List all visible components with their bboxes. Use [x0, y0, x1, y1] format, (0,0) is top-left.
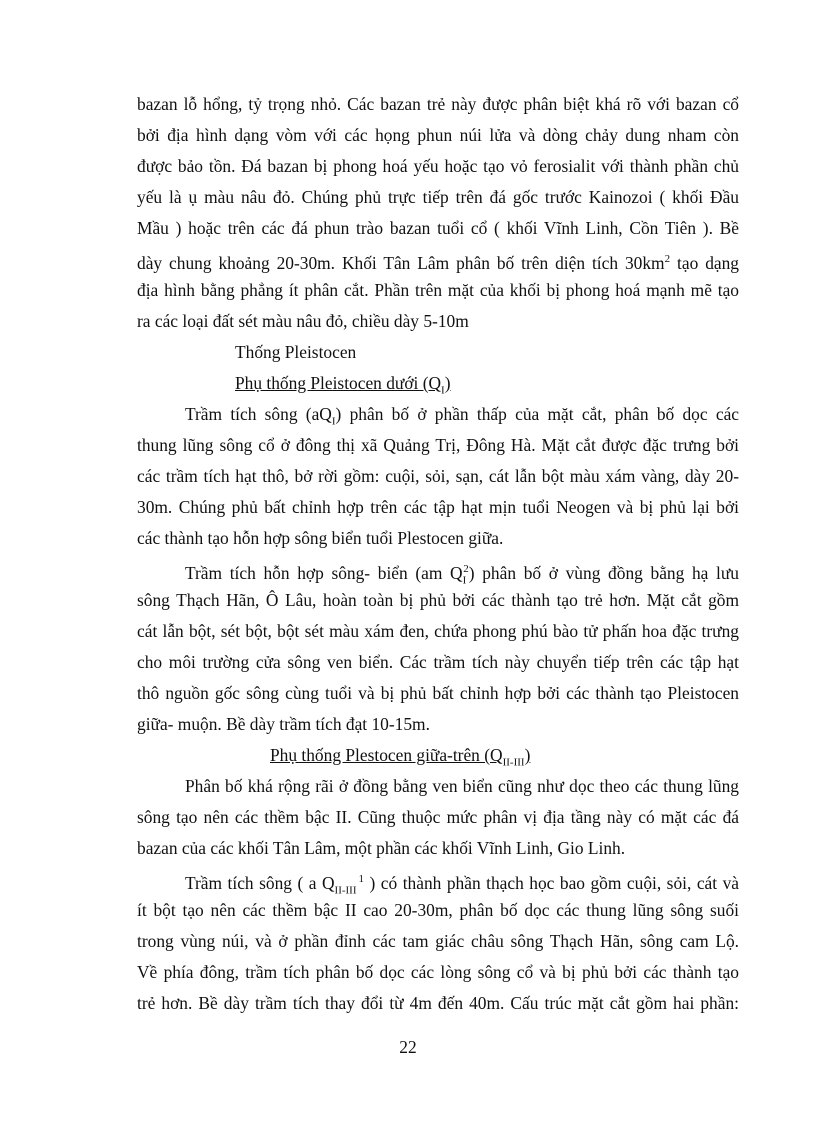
subsection-heading: Phụ thống Plestocen giữa-trên $(Q_{II-III})$ — [270, 745, 531, 769]
text-line: bởi địa hình dạng vòm với các họng phun núi lửa và dòng chảy dung nham còn — [137, 125, 739, 145]
text-line: ra các loại đất sét màu nâu đỏ, chiều dày 5-10m — [137, 311, 469, 331]
text-line: ít bột tạo nên các thềm bậc II cao 20-30m, phân bố dọc các thung lũng sông suối — [137, 900, 739, 920]
text-line: giữa- muộn. Bề dày trầm tích đạt 10-15m. — [137, 714, 430, 734]
text-line-with-superscript: dày chung khoảng 20-30m. Khối Tân Lâm phân bố trên diện tích $30km^2$ tạo dạng — [137, 252, 739, 273]
text-line: yếu là ụ màu nâu đỏ. Chúng phủ trực tiếp trên đá gốc trước Kainozoi ( khối Đầu — [137, 187, 739, 207]
text-line: trẻ hơn. Bề dày trầm tích thay đổi từ 4m đến 40m. Cấu trúc mặt cắt gồm hai phần: — [137, 993, 739, 1013]
text-line: các thành tạo hỗn hợp sông biển tuổi Plestocen giữa. — [137, 528, 504, 548]
paragraph-first-line: Trầm tích sông ( a $Q_{II-III}^1$ ) có thành phần thạch học bao gồm cuội, sỏi, cát và — [185, 872, 739, 897]
text-line: cho môi trường cửa sông ven biển. Các trầm tích này chuyển tiếp trên các tập hạt — [137, 652, 739, 672]
text-line: cát lẫn bột, sét bột, bột sét màu xám đen, chứa phong phú bào tử phấn hoa đặc trưng — [137, 621, 739, 641]
section-heading: Thống Pleistocen — [235, 342, 357, 362]
text-line: thô nguồn gốc sông cùng tuổi và bị phủ bất chỉnh hợp bởi các thành tạo Pleistocen — [137, 683, 739, 703]
text-line: sông tạo nên các thềm bậc II. Cũng thuộc mức phân vị địa tầng này có mặt các đá — [137, 807, 739, 827]
text-line: được bảo tồn. Đá bazan bị phong hoá yếu hoặc tạo vỏ ferosialit với thành phần chủ — [137, 156, 739, 176]
text-line: thung lũng sông cổ ở đông thị xã Quảng Trị, Đông Hà. Mặt cắt được đặc trưng bởi — [137, 435, 739, 455]
paragraph-first-line: Trầm tích sông $(aQ_I)$ phân bố ở phần thấp của mặt cắt, phân bố dọc các — [185, 404, 740, 428]
text-line: các trầm tích hạt thô, bở rời gồm: cuội, sỏi, sạn, cát lẫn bột màu xám vàng, dày 20- — [137, 466, 739, 486]
text-line: trong vùng núi, và ở phần đỉnh các tam giác châu sông Thạch Hãn, sông cam Lộ. — [137, 931, 739, 951]
text-line: bazan lỗ hổng, tỷ trọng nhỏ. Các bazan trẻ này được phân biệt khá rõ với bazan cổ — [137, 94, 739, 114]
text-line: Về phía đông, trầm tích phân bố dọc các lòng sông cổ và bị phủ bởi các thành tạo — [137, 962, 739, 982]
text-line: sông Thạch Hãn, Ô Lâu, hoàn toàn bị phủ bởi các thành tạo trẻ hơn. Mặt cắt gồm — [137, 590, 739, 610]
page-number: 22 — [399, 1037, 417, 1057]
paragraph-first-line: Phân bố khá rộng rãi ở đồng bằng ven biển cũng như dọc theo các thung lũng — [185, 776, 739, 796]
text-line: bazan của các khối Tân Lâm, một phần các khối Vĩnh Linh, Gio Linh. — [137, 838, 626, 858]
text-line: địa hình bằng phẳng ít phân cắt. Phần trên mặt của khối bị phong hoá mạnh mẽ tạo — [137, 280, 739, 300]
text-line: Mầu ) hoặc trên các đá phun trào bazan tuổi cổ ( khối Vĩnh Linh, Cồn Tiên ). Bề — [137, 218, 739, 238]
paragraph-first-line: Trầm tích hỗn hợp sông- biển (am $Q_I^2$) phân bố ở vùng đồng bằng hạ lưu — [185, 562, 739, 587]
text-line: 30m. Chúng phủ bất chỉnh hợp trên các tập hạt mịn tuổi Neogen và bị phủ lại bởi — [137, 497, 739, 517]
subsection-heading: Phụ thống Pleistocen dưới $(Q_I)$ — [235, 373, 451, 397]
